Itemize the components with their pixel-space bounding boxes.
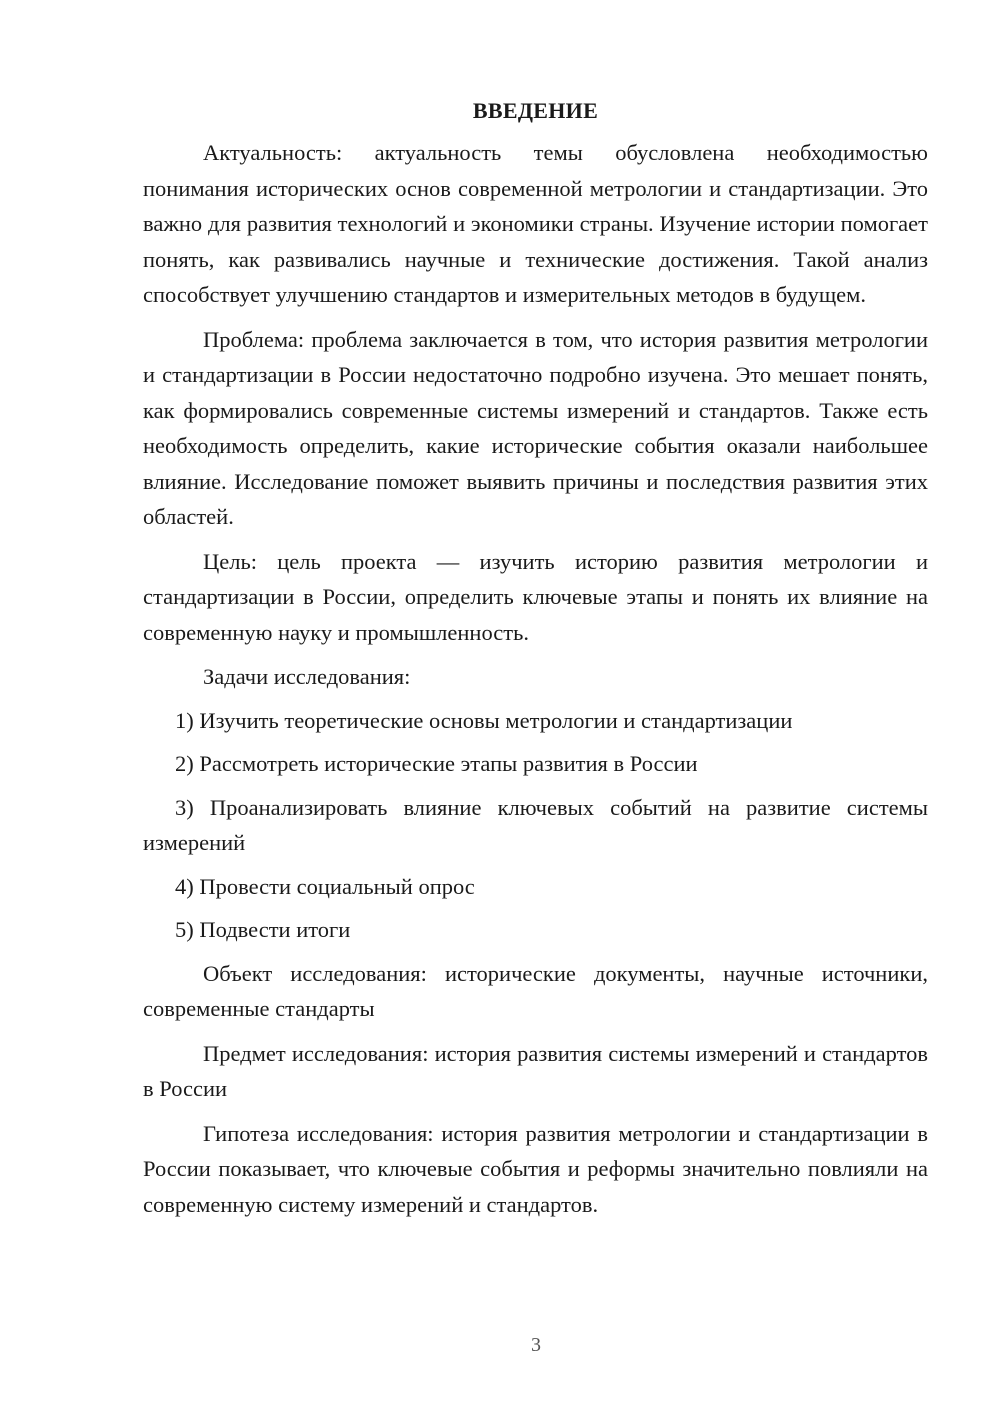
tasks-list [143, 703, 928, 948]
problem-paragraph: Проблема: проблема заключается в том, что история развития метрологии и стандартизации в России недостаточно подробно изучена. Это мешает понять, как формировались современные системы измерений и стандартов. Также есть необходимость определить, какие исторические события оказали наибольшее влияние. Исследование поможет выявить причины и последствия развития этих областей. [143, 326, 928, 529]
object-paragraph: Объект исследования: исторические документы, научные источники, современные стандарты [143, 960, 928, 1021]
list-item: 4) Провести социальный опрос [175, 873, 475, 899]
document-page [143, 95, 928, 1231]
goal-paragraph: Цель: цель проекта — изучить историю развития метрологии и стандартизации в России, определить ключевые этапы и понять их влияние на современную науку и промышленность. [143, 548, 928, 645]
tasks-intro: Задачи исследования: [203, 664, 411, 689]
page-title: ВВЕДЕНИЕ [472, 98, 599, 123]
list-item: 3) Проанализировать влияние ключевых событий на развитие системы измерений [143, 794, 928, 855]
list-item: 1) Изучить теоретические основы метрологии и стандартизации [175, 707, 793, 733]
list-item: 2) Рассмотреть исторические этапы развития в России [175, 751, 698, 776]
relevance-paragraph: Актуальность: актуальность темы обусловлена необходимостью понимания исторических основ современной метрологии и стандартизации. Это важно для развития технологий и экономики страны. Изучение истории помогает понять, как развивались научные и технические достижения. Такой анализ способствует улучшению стандартов и измерительных методов в будущем. [143, 140, 928, 307]
list-item: 5) Подвести итоги [175, 917, 351, 942]
hypothesis-paragraph: Гипотеза исследования: история развития метрологии и стандартизации в России показывает, что ключевые события и реформы значительно повлияли на современную систему измерений и стандартов. [143, 1120, 928, 1217]
page-number: 3 [531, 1334, 541, 1356]
subject-paragraph: Предмет исследования: история развития системы измерений и стандартов в России [143, 1040, 928, 1101]
